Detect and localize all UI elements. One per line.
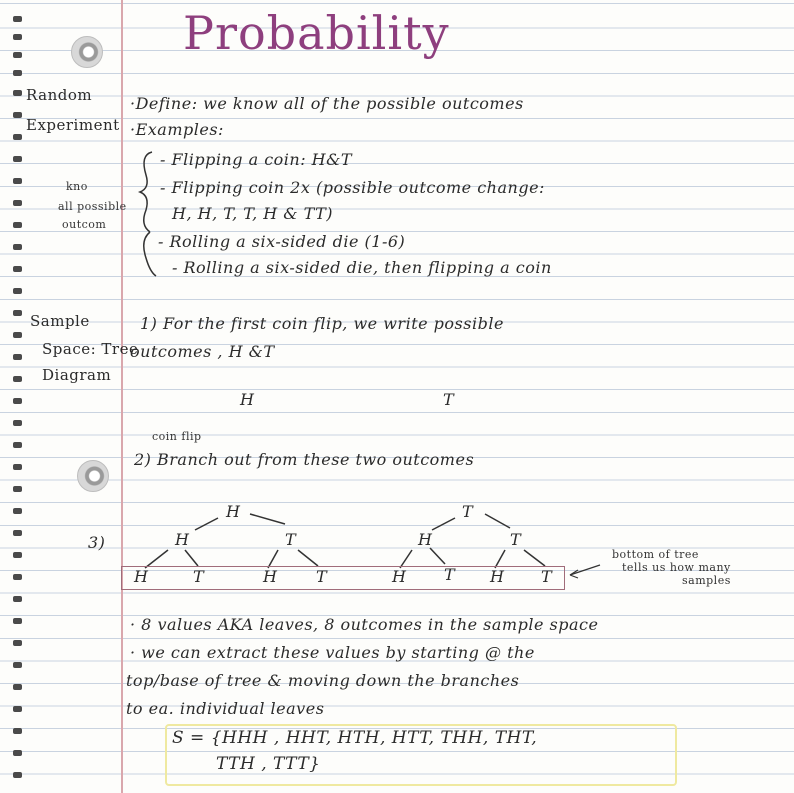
section-label-space-tree: Space: Tree [42, 340, 139, 358]
page-title: Probability [183, 6, 450, 60]
sample-space-set-line1: S = {HHH , HHT, HTH, HTT, THH, THT, [172, 728, 538, 748]
tree-leaf: T [541, 567, 553, 586]
tree-root-right: T [462, 502, 474, 521]
summary-line4: to ea. individual leaves [126, 699, 325, 718]
side-note-line3: outcom [62, 218, 107, 231]
step3-label: 3) [88, 533, 106, 552]
tree-level2-node: H [418, 530, 433, 549]
example-item: H, H, T, T, H & TT) [172, 204, 333, 223]
example-item: - Flipping coin 2x (possible outcome change: [160, 178, 545, 197]
define-text: ·Define: we know all of the possible outcomes [130, 94, 524, 113]
step1-line2: outcomes , H &T [130, 342, 275, 361]
section-label-experiment: Experiment [26, 116, 120, 134]
step2-note: coin flip [152, 430, 202, 443]
step2-text: 2) Branch out from these two outcomes [134, 450, 475, 469]
section-label-random: Random [26, 86, 93, 104]
tree-root-left: H [226, 502, 241, 521]
tree-level2-node: H [175, 530, 190, 549]
example-item: - Flipping a coin: H&T [160, 150, 353, 169]
summary-line1: · 8 values AKA leaves, 8 outcomes in the sample space [130, 615, 599, 634]
examples-label: ·Examples: [130, 120, 224, 139]
step1-h: H [240, 390, 255, 409]
sample-space-set-line2: TTH , TTT} [216, 754, 321, 774]
tree-note-line2: tells us how many [622, 561, 731, 574]
tree-leaf: T [193, 567, 205, 586]
tree-leaf: H [392, 567, 407, 586]
step1-t: T [443, 390, 455, 409]
tree-leaf: T [316, 567, 328, 586]
summary-line3: top/base of tree & moving down the branches [126, 671, 520, 690]
tree-level2-node: T [510, 530, 522, 549]
example-item: - Rolling a six-sided die, then flipping a coin [172, 258, 552, 277]
tree-leaf: H [490, 567, 505, 586]
section-label-sample: Sample [30, 312, 90, 330]
example-item: - Rolling a six-sided die (1-6) [158, 232, 406, 251]
tree-leaf: T [444, 565, 456, 584]
tree-note-line3: samples [682, 574, 731, 587]
section-label-diagram: Diagram [42, 366, 112, 384]
tree-note-line1: bottom of tree [612, 548, 699, 561]
side-note-line2: all possible [58, 200, 127, 213]
tree-leaf: H [134, 567, 149, 586]
side-note-line1: kno [66, 180, 88, 193]
tree-leaf: H [263, 567, 278, 586]
step1-line1: 1) For the first coin flip, we write possible [140, 314, 504, 333]
summary-line2: · we can extract these values by starting @ the [130, 643, 535, 662]
tree-level2-node: T [285, 530, 297, 549]
